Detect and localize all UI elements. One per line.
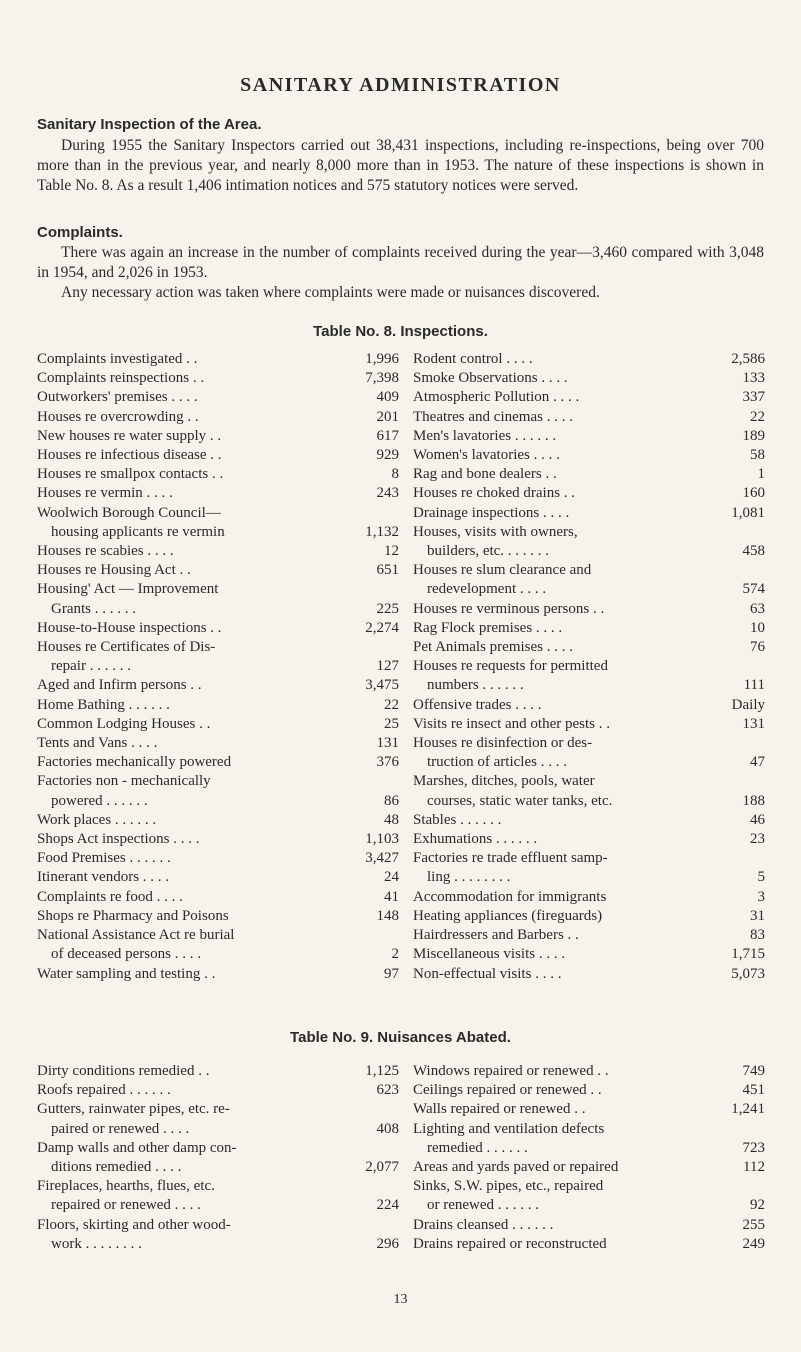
table-row: [37, 465, 399, 484]
table-row: [413, 1158, 765, 1177]
row-value: 189: [742, 427, 765, 444]
row-label: Accommodation for immigrants: [413, 888, 607, 905]
row-label: Housing' Act — Improvement: [37, 581, 219, 598]
row-label: Houses re overcrowding . .: [37, 408, 199, 425]
row-value: 8: [391, 466, 399, 483]
row-label: Houses re scabies . . . .: [37, 543, 174, 560]
row-value: 131: [742, 715, 765, 732]
table-row: [37, 830, 399, 849]
table9-left-column: [37, 1062, 399, 1254]
table-row: [413, 619, 765, 638]
row-label: Houses re vermin . . . .: [37, 485, 173, 502]
row-label: Shops re Pharmacy and Poisons: [37, 907, 229, 924]
table-row: [413, 965, 765, 984]
row-value: 243: [376, 485, 399, 502]
row-label: Work places . . . . . .: [37, 811, 157, 828]
row-value: 111: [743, 677, 765, 694]
table-row: [413, 657, 765, 695]
row-value: 5: [757, 869, 765, 886]
row-value: 255: [742, 1216, 765, 1233]
row-value: 97: [384, 965, 399, 982]
row-label: Houses re disinfection or des-: [413, 735, 593, 752]
row-value: 112: [743, 1159, 765, 1176]
row-label: Houses re Certificates of Dis-: [37, 639, 216, 656]
row-value: 63: [750, 600, 765, 617]
row-label: Rag and bone dealers . .: [413, 466, 557, 483]
row-value: 127: [376, 658, 399, 675]
row-value: 131: [376, 735, 399, 752]
table-row: [413, 523, 765, 561]
table-row: [37, 1177, 399, 1215]
table-row: [413, 830, 765, 849]
row-value: 23: [750, 831, 765, 848]
row-value: 7,398: [365, 370, 399, 387]
row-value: 1,081: [731, 504, 765, 521]
row-value: 337: [742, 389, 765, 406]
paragraph-complaints-2: Any necessary action was taken where complaints were made or nuisances discovered.: [61, 284, 600, 301]
row-value: 47: [750, 754, 765, 771]
table-row: [37, 926, 399, 964]
row-label: Common Lodging Houses . .: [37, 715, 211, 732]
row-value: 41: [384, 888, 399, 905]
row-label: work . . . . . . . .: [51, 1235, 142, 1252]
row-label: Houses re infectious disease . .: [37, 447, 222, 464]
page-number: 13: [393, 1292, 408, 1307]
table-row: [37, 542, 399, 561]
table8-left-column: [37, 350, 399, 984]
row-label: Hairdressers and Barbers . .: [413, 927, 579, 944]
row-value: 148: [376, 907, 399, 924]
table-row: [37, 772, 399, 810]
table-row: [37, 1100, 399, 1138]
section-heading-inspection: Sanitary Inspection of the Area.: [37, 116, 262, 133]
row-label: Roofs repaired . . . . . .: [37, 1082, 171, 1099]
row-label: National Assistance Act re burial: [37, 927, 235, 944]
row-label: Sinks, S.W. pipes, etc., repaired: [413, 1178, 604, 1195]
row-value: 2,586: [731, 351, 765, 367]
row-value: 225: [376, 600, 399, 617]
row-label: Drainage inspections . . . .: [413, 504, 570, 521]
row-value: 1,715: [731, 946, 765, 963]
table-row: [37, 1216, 399, 1254]
table-row: [413, 446, 765, 465]
table-row: [37, 580, 399, 618]
row-label: Houses re choked drains . .: [413, 485, 576, 502]
row-label: Itinerant vendors . . . .: [37, 869, 170, 886]
paragraph-complaints-1: There was again an increase in the number of complaints received during the year—3,460 compared with 3,048 in 1954, and 2,026 in 1953.: [37, 244, 764, 281]
table-row: [37, 965, 399, 984]
table-row: [413, 350, 765, 369]
row-value: 1,996: [365, 351, 399, 367]
row-value: 376: [376, 754, 399, 771]
table9-title: Table No. 9. Nuisances Abated.: [290, 1029, 511, 1046]
row-value: 22: [750, 408, 765, 425]
row-value: 24: [384, 869, 399, 886]
table-row: [413, 638, 765, 657]
row-label: Damp walls and other damp con-: [37, 1139, 237, 1156]
table8-title: Table No. 8. Inspections.: [313, 323, 488, 340]
table-row: [37, 753, 399, 772]
row-label: Exhumations . . . . . .: [413, 831, 538, 848]
row-label: Lighting and ventilation defects: [413, 1120, 605, 1137]
table-row: [413, 849, 765, 887]
row-label: Non-effectual visits . . . .: [413, 965, 562, 982]
table-row: [413, 811, 765, 830]
row-label: Houses re requests for permitted: [413, 658, 608, 675]
table-row: [37, 715, 399, 734]
row-label: repair . . . . . .: [51, 658, 131, 675]
table-row: [413, 1216, 765, 1235]
table-row: [413, 1120, 765, 1158]
table-row: [37, 888, 399, 907]
table-row: [413, 926, 765, 945]
row-value: 201: [376, 408, 399, 425]
row-label: Visits re insect and other pests . .: [413, 715, 610, 732]
row-value: 3: [757, 888, 765, 905]
row-label: Marshes, ditches, pools, water: [413, 773, 595, 790]
table-row: [413, 388, 765, 407]
row-label: paired or renewed . . . .: [51, 1120, 190, 1137]
row-label: Fireplaces, hearths, flues, etc.: [37, 1178, 215, 1195]
row-label: Home Bathing . . . . . .: [37, 696, 170, 713]
row-value: 623: [376, 1082, 399, 1099]
row-value: 1,125: [365, 1063, 399, 1079]
table-row: [413, 484, 765, 503]
row-label: Dirty conditions remedied . .: [37, 1063, 210, 1079]
row-value: 1: [757, 466, 765, 483]
table-row: [37, 638, 399, 676]
table-row: [413, 1081, 765, 1100]
row-value: 48: [384, 811, 399, 828]
row-label: truction of articles . . . .: [427, 754, 567, 771]
row-value: Daily: [731, 696, 765, 713]
row-label: Houses re Housing Act . .: [37, 562, 191, 579]
table-row: [413, 1177, 765, 1215]
row-value: 929: [376, 447, 399, 464]
row-value: 25: [384, 715, 399, 732]
row-label: Tents and Vans . . . .: [37, 735, 158, 752]
table-row: [413, 408, 765, 427]
row-label: Factories non - mechanically: [37, 773, 211, 790]
row-value: 1,241: [731, 1101, 765, 1118]
row-label: New houses re water supply . .: [37, 427, 222, 444]
table-row: [37, 849, 399, 868]
table-row: [413, 715, 765, 734]
table-row: [37, 504, 399, 542]
table-row: [413, 561, 765, 599]
row-label: Pet Animals premises . . . .: [413, 639, 573, 656]
row-label: housing applicants re vermin: [51, 523, 225, 540]
table-row: [413, 1100, 765, 1119]
row-value: 76: [750, 639, 765, 656]
row-value: 5,073: [731, 965, 765, 982]
row-label: Theatres and cinemas . . . .: [413, 408, 573, 425]
table-row: [413, 907, 765, 926]
row-label: powered . . . . . .: [51, 792, 148, 809]
row-label: Water sampling and testing . .: [37, 965, 216, 982]
table-row: [413, 427, 765, 446]
row-label: numbers . . . . . .: [427, 677, 524, 694]
row-label: Women's lavatories . . . .: [413, 447, 560, 464]
row-value: 86: [384, 792, 399, 809]
row-label: ling . . . . . . . .: [427, 869, 511, 886]
row-value: 1,132: [365, 523, 399, 540]
row-label: Rag Flock premises . . . .: [413, 619, 563, 636]
row-value: 12: [384, 543, 399, 560]
row-label: Smoke Observations . . . .: [413, 370, 568, 387]
row-label: redevelopment . . . .: [427, 581, 547, 598]
row-label: Stables . . . . . .: [413, 811, 502, 828]
table-row: [413, 734, 765, 772]
table8-right-column: [413, 350, 765, 984]
row-label: Houses re slum clearance and: [413, 562, 592, 579]
table-row: [37, 811, 399, 830]
table-row: [413, 465, 765, 484]
row-value: 249: [742, 1235, 765, 1252]
row-label: Rodent control . . . .: [413, 351, 533, 367]
row-label: Miscellaneous visits . . . .: [413, 946, 566, 963]
row-value: 651: [376, 562, 399, 579]
table-row: [37, 561, 399, 580]
row-label: Men's lavatories . . . . . .: [413, 427, 557, 444]
row-value: 2,274: [365, 619, 399, 636]
table-row: [413, 504, 765, 523]
row-value: 22: [384, 696, 399, 713]
row-label: Complaints re food . . . .: [37, 888, 183, 905]
row-value: 617: [376, 427, 399, 444]
table-row: [37, 619, 399, 638]
row-label: Walls repaired or renewed . .: [413, 1101, 586, 1118]
table-row: [37, 676, 399, 695]
table-row: [413, 600, 765, 619]
row-value: 2: [391, 946, 399, 963]
table-row: [37, 1081, 399, 1100]
row-label: Areas and yards paved or repaired: [413, 1159, 619, 1176]
row-label: courses, static water tanks, etc.: [427, 792, 613, 809]
page-title: SANITARY ADMINISTRATION: [240, 74, 561, 96]
row-value: 749: [742, 1063, 765, 1079]
row-value: 3,475: [365, 677, 399, 694]
row-label: Windows repaired or renewed . .: [413, 1063, 609, 1079]
row-label: Heating appliances (fireguards): [413, 907, 603, 924]
row-value: 3,427: [365, 850, 399, 867]
table-row: [37, 427, 399, 446]
table-row: [37, 369, 399, 388]
row-label: Floors, skirting and other wood-: [37, 1216, 231, 1233]
row-label: Shops Act inspections . . . .: [37, 831, 200, 848]
row-label: Drains repaired or reconstructed: [413, 1235, 607, 1252]
table-row: [413, 945, 765, 964]
row-label: Offensive trades . . . .: [413, 696, 542, 713]
row-value: 83: [750, 927, 765, 944]
row-label: House-to-House inspections . .: [37, 619, 222, 636]
table-row: [37, 1139, 399, 1177]
row-label: Factories re trade effluent samp-: [413, 850, 608, 867]
row-label: Woolwich Borough Council—: [37, 504, 221, 521]
row-label: of deceased persons . . . .: [51, 946, 201, 963]
table-row: [37, 446, 399, 465]
row-value: 58: [750, 447, 765, 464]
row-label: ditions remedied . . . .: [51, 1159, 182, 1176]
row-value: 723: [742, 1139, 765, 1156]
row-label: Ceilings repaired or renewed . .: [413, 1082, 602, 1099]
row-label: Gutters, rainwater pipes, etc. re-: [37, 1101, 230, 1118]
row-value: 2,077: [365, 1159, 399, 1176]
row-value: 133: [742, 370, 765, 387]
row-value: 46: [750, 811, 765, 828]
table-row: [413, 1062, 765, 1081]
section-heading-complaints: Complaints.: [37, 224, 123, 241]
table-row: [37, 696, 399, 715]
row-label: Complaints reinspections . .: [37, 370, 205, 387]
table-row: [37, 388, 399, 407]
table-row: [413, 369, 765, 388]
row-value: 160: [742, 485, 765, 502]
row-label: Atmospheric Pollution . . . .: [413, 389, 580, 406]
table-row: [37, 868, 399, 887]
row-value: 458: [742, 543, 765, 560]
table-row: [413, 888, 765, 907]
row-label: Outworkers' premises . . . .: [37, 389, 198, 406]
row-value: 31: [750, 907, 765, 924]
row-value: 188: [742, 792, 765, 809]
row-label: builders, etc. . . . . . .: [427, 543, 550, 560]
row-label: Drains cleansed . . . . . .: [413, 1216, 554, 1233]
table-row: [37, 408, 399, 427]
row-value: 409: [376, 389, 399, 406]
table-row: [37, 907, 399, 926]
row-value: 224: [376, 1197, 399, 1214]
row-label: Houses, visits with owners,: [413, 523, 578, 540]
table9-right-column: [413, 1062, 765, 1254]
row-label: Houses re verminous persons . .: [413, 600, 605, 617]
row-value: 92: [750, 1197, 765, 1214]
row-value: 10: [750, 619, 765, 636]
table-row: [413, 1235, 765, 1254]
row-label: Complaints investigated . .: [37, 351, 198, 367]
row-value: 408: [376, 1120, 399, 1137]
row-label: Houses re smallpox contacts . .: [37, 466, 224, 483]
row-label: or renewed . . . . . .: [427, 1197, 540, 1214]
table-row: [413, 772, 765, 810]
paragraph-inspection: During 1955 the Sanitary Inspectors carried out 38,431 inspections, including re-inspections, being over 700 more than in the previous year, and nearly 8,000 more than in 1953. The nature of these inspections is shown in Table No. 8. As a result 1,406 intimation notices and 575 statutory notices were served.: [37, 137, 764, 194]
row-value: 1,103: [365, 831, 399, 848]
row-value: 451: [742, 1082, 765, 1099]
table-row: [37, 734, 399, 753]
row-label: Food Premises . . . . . .: [37, 850, 171, 867]
row-label: remedied . . . . . .: [427, 1139, 528, 1156]
row-label: repaired or renewed . . . .: [51, 1197, 201, 1214]
row-label: Factories mechanically powered: [37, 754, 232, 771]
table-row: [37, 1062, 399, 1081]
table-row: [37, 484, 399, 503]
row-label: Aged and Infirm persons . .: [37, 677, 202, 694]
table-row: [413, 696, 765, 715]
row-label: Grants . . . . . .: [51, 600, 136, 617]
row-value: 574: [742, 581, 765, 598]
row-value: 296: [376, 1235, 399, 1252]
table-row: [37, 350, 399, 369]
